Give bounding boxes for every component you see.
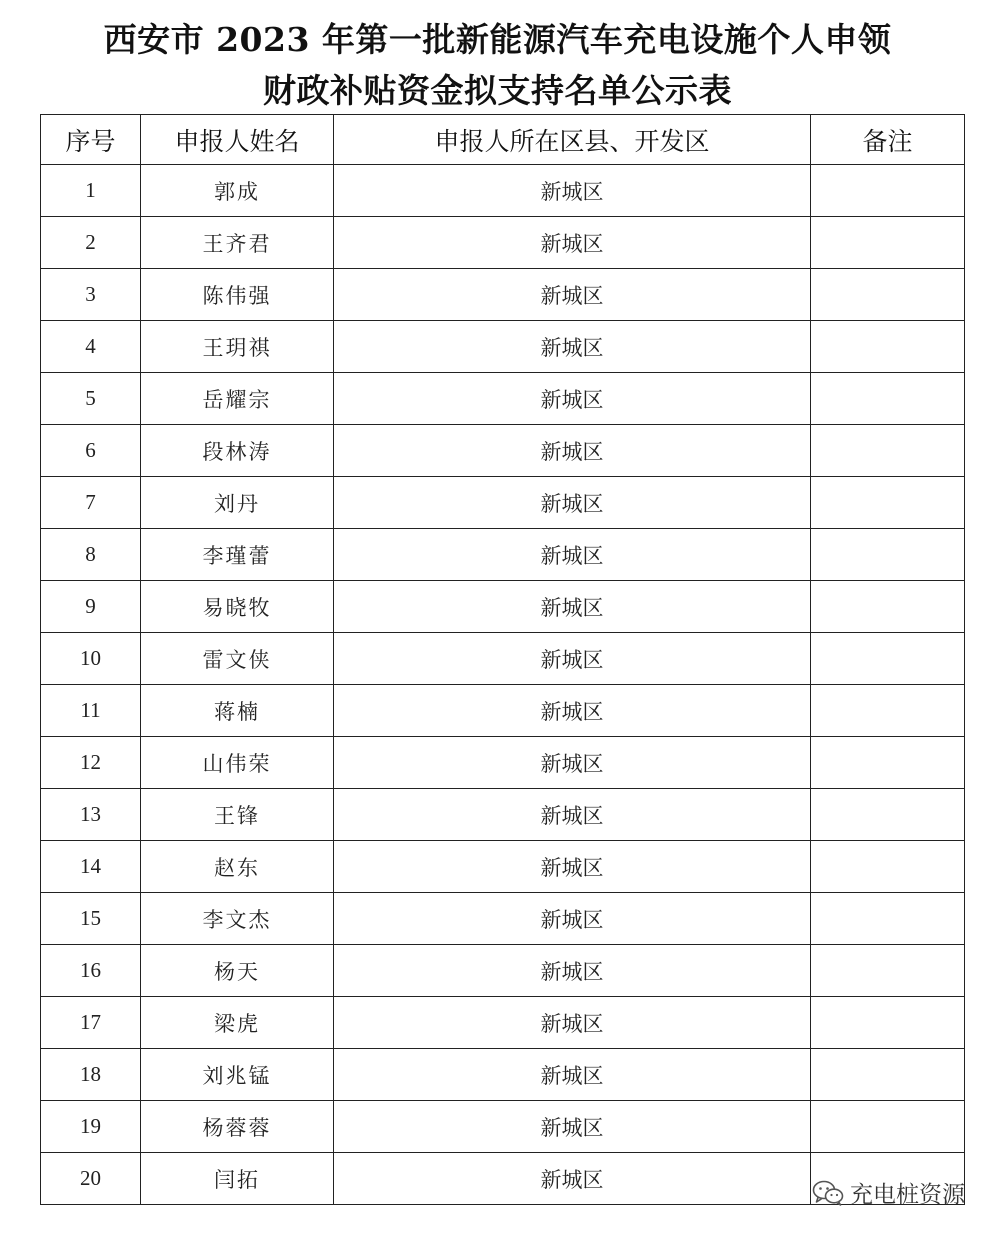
seq-cell: 18 [41, 1049, 141, 1101]
seq-cell: 11 [41, 685, 141, 737]
header-name: 申报人姓名 [141, 115, 334, 165]
note-cell [811, 633, 965, 685]
district-cell: 新城区 [334, 269, 811, 321]
table-row [41, 269, 965, 321]
note-cell [811, 737, 965, 789]
district-cell: 新城区 [334, 1153, 811, 1205]
seq-cell: 9 [41, 581, 141, 633]
district-cell: 新城区 [334, 581, 811, 633]
note-cell [811, 425, 965, 477]
name-cell: 易晓牧 [141, 581, 334, 633]
table-row [41, 581, 965, 633]
header-note: 备注 [811, 115, 965, 165]
seq-cell: 8 [41, 529, 141, 581]
seq-cell: 7 [41, 477, 141, 529]
seq-cell: 17 [41, 997, 141, 1049]
table-row [41, 529, 965, 581]
note-cell [811, 841, 965, 893]
name-cell: 刘兆锰 [141, 1049, 334, 1101]
seq-cell: 12 [41, 737, 141, 789]
name-cell: 郭成 [141, 165, 334, 217]
district-cell: 新城区 [334, 893, 811, 945]
page-title-line-1: 西安市 2023 年第一批新能源汽车充电设施个人申领 [103, 20, 892, 59]
seq-cell: 1 [41, 165, 141, 217]
watermark [812, 1176, 965, 1209]
name-cell: 段林涛 [141, 425, 334, 477]
table-row [41, 737, 965, 789]
district-cell: 新城区 [334, 737, 811, 789]
wechat-icon [812, 1179, 844, 1207]
name-cell: 蒋楠 [141, 685, 334, 737]
district-cell: 新城区 [334, 373, 811, 425]
district-cell: 新城区 [334, 1049, 811, 1101]
table-row [41, 425, 965, 477]
note-cell [811, 529, 965, 581]
note-cell [811, 789, 965, 841]
name-cell: 杨天 [141, 945, 334, 997]
name-cell: 刘丹 [141, 477, 334, 529]
name-cell: 王齐君 [141, 217, 334, 269]
seq-cell: 2 [41, 217, 141, 269]
note-cell [811, 477, 965, 529]
table-row [41, 321, 965, 373]
district-cell: 新城区 [334, 685, 811, 737]
table-row [41, 1101, 965, 1153]
seq-cell: 15 [41, 893, 141, 945]
table-row [41, 477, 965, 529]
name-cell: 闫拓 [141, 1153, 334, 1205]
note-cell [811, 685, 965, 737]
header-seq: 序号 [41, 115, 141, 165]
name-cell: 陈伟强 [141, 269, 334, 321]
table-row [41, 841, 965, 893]
page-title-line-2: 财政补贴资金拟支持名单公示表 [263, 71, 732, 110]
name-cell: 李文杰 [141, 893, 334, 945]
district-cell: 新城区 [334, 789, 811, 841]
note-cell [811, 165, 965, 217]
seq-cell: 4 [41, 321, 141, 373]
watermark-text: 充电桩资源 [850, 1182, 965, 1208]
seq-cell: 19 [41, 1101, 141, 1153]
note-cell [811, 893, 965, 945]
name-cell: 雷文侠 [141, 633, 334, 685]
table-row [41, 685, 965, 737]
note-cell [811, 373, 965, 425]
name-cell: 梁虎 [141, 997, 334, 1049]
name-cell: 岳耀宗 [141, 373, 334, 425]
district-cell: 新城区 [334, 529, 811, 581]
note-cell [811, 945, 965, 997]
note-cell [811, 217, 965, 269]
seq-cell: 14 [41, 841, 141, 893]
seq-cell: 16 [41, 945, 141, 997]
table-row [41, 997, 965, 1049]
table-row [41, 893, 965, 945]
table-row [41, 945, 965, 997]
district-cell: 新城区 [334, 165, 811, 217]
seq-cell: 13 [41, 789, 141, 841]
name-cell: 赵东 [141, 841, 334, 893]
table-row [41, 633, 965, 685]
district-cell: 新城区 [334, 321, 811, 373]
note-cell [811, 269, 965, 321]
note-cell [811, 1049, 965, 1101]
seq-cell: 20 [41, 1153, 141, 1205]
table-row [41, 165, 965, 217]
seq-cell: 5 [41, 373, 141, 425]
district-cell: 新城区 [334, 477, 811, 529]
table-row [41, 789, 965, 841]
table-row [41, 1049, 965, 1101]
district-cell: 新城区 [334, 997, 811, 1049]
seq-cell: 6 [41, 425, 141, 477]
name-cell: 杨蓉蓉 [141, 1101, 334, 1153]
district-cell: 新城区 [334, 1101, 811, 1153]
name-cell: 王玥祺 [141, 321, 334, 373]
header-district: 申报人所在区县、开发区 [334, 115, 811, 165]
district-cell: 新城区 [334, 841, 811, 893]
name-cell: 王锋 [141, 789, 334, 841]
seq-cell: 3 [41, 269, 141, 321]
note-cell [811, 997, 965, 1049]
table-row [41, 217, 965, 269]
name-cell: 李瑾蕾 [141, 529, 334, 581]
table-row [41, 373, 965, 425]
subsidy-roster-table [40, 114, 965, 1205]
seq-cell: 10 [41, 633, 141, 685]
name-cell: 山伟荣 [141, 737, 334, 789]
district-cell: 新城区 [334, 633, 811, 685]
note-cell [811, 1101, 965, 1153]
district-cell: 新城区 [334, 945, 811, 997]
note-cell [811, 321, 965, 373]
note-cell [811, 581, 965, 633]
district-cell: 新城区 [334, 425, 811, 477]
table-header-row [41, 115, 965, 165]
district-cell: 新城区 [334, 217, 811, 269]
